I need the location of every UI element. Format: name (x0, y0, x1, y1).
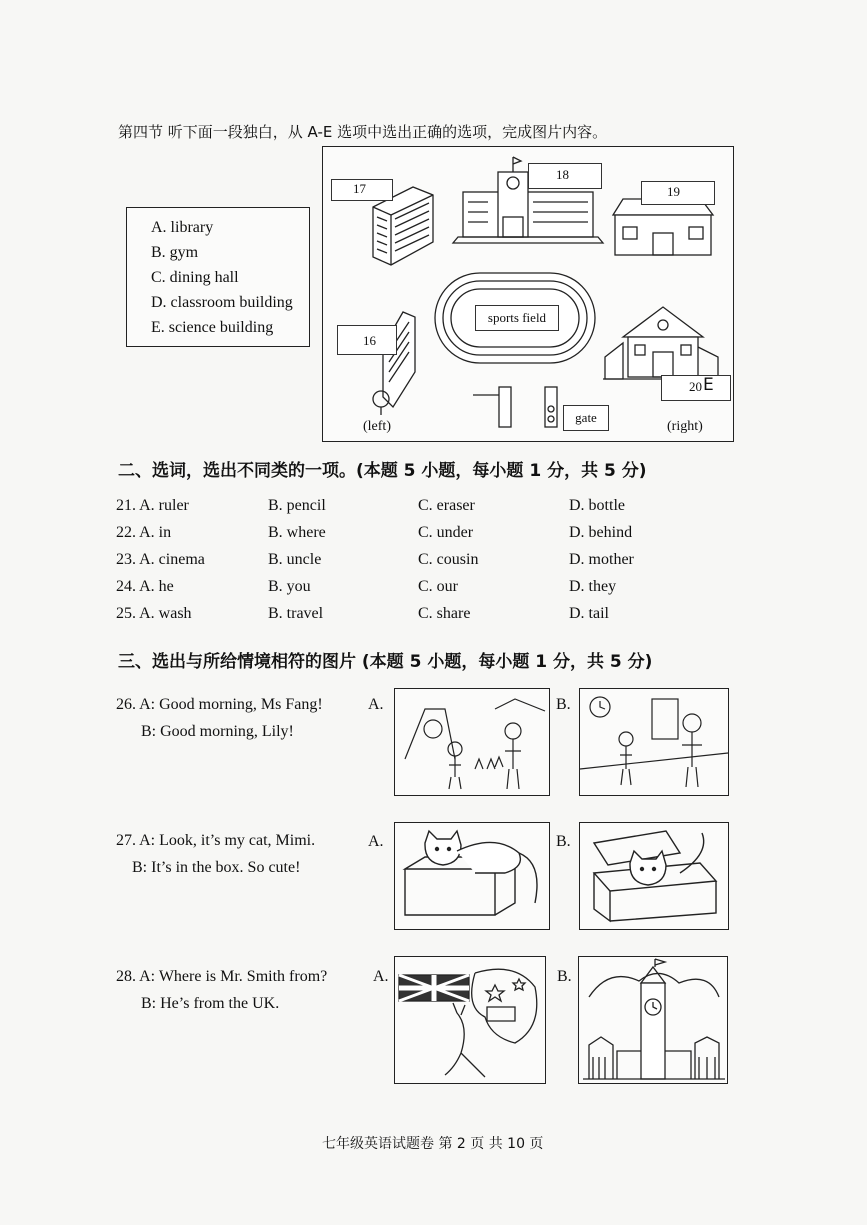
q22-d: D. behind (569, 524, 633, 541)
q28-line1: 28. A: Where is Mr. Smith from? (116, 968, 328, 985)
building-20-icon (603, 307, 721, 379)
part2-heading: 二、选词，选出不同类的一项。(本题 5 小题，每小题 1 分，共 5 分) (118, 461, 647, 481)
q22-a: 22. A. in (116, 524, 172, 541)
option-e: E. science building (151, 319, 274, 336)
blank-20: 20 (689, 379, 702, 394)
q21-a: 21. A. ruler (116, 497, 189, 514)
q28-line2: B: He’s from the UK. (141, 995, 280, 1012)
q27-picture-a[interactable] (394, 822, 550, 930)
cat-in-box-icon (580, 823, 728, 929)
q26-option-a-label: A. (368, 696, 384, 713)
blank-16: 16 (363, 333, 376, 348)
q23-c: C. cousin (418, 551, 479, 568)
q22-b: B. where (268, 524, 326, 541)
q26-line1: 26. A: Good morning, Ms Fang! (116, 696, 323, 713)
australia-scene-icon (395, 957, 545, 1083)
q27-line1: 27. A: Look, it’s my cat, Mimi. (116, 832, 316, 849)
page-footer: 七年级英语试题卷 第 2 页 共 10 页 (322, 1136, 544, 1152)
building-19-icon (613, 199, 713, 255)
campus-map (322, 146, 734, 442)
q21-b: B. pencil (268, 497, 326, 514)
left-label: (left) (363, 419, 391, 434)
q22-c: C. under (418, 524, 474, 541)
q27-line2: B: It’s in the box. So cute! (132, 859, 301, 876)
section4-instruction: 第四节 听下面一段独白，从 A-E 选项中选出正确的选项，完成图片内容。 (118, 123, 608, 141)
options-box (126, 207, 310, 347)
q26-option-b-label: B. (556, 696, 571, 713)
q28-option-b-label: B. (557, 968, 572, 985)
q21-c: C. eraser (418, 497, 475, 514)
q21-d: D. bottle (569, 497, 625, 514)
big-ben-scene-icon (579, 957, 727, 1083)
greeting-scene-b-icon (580, 689, 728, 795)
q23-b: B. uncle (268, 551, 322, 568)
q25-c: C. share (418, 605, 471, 622)
cat-on-box-icon (395, 823, 549, 929)
q26-picture-b[interactable] (579, 688, 729, 796)
q25-d: D. tail (569, 605, 609, 622)
q28-option-a-label: A. (373, 968, 389, 985)
q23-a: 23. A. cinema (116, 551, 205, 568)
q26-line2: B: Good morning, Lily! (141, 723, 294, 740)
blank-18: 18 (556, 167, 569, 182)
option-c: C. dining hall (151, 269, 239, 286)
q28-picture-b[interactable] (578, 956, 728, 1084)
gate-label: gate (563, 405, 609, 431)
blank-17: 17 (353, 181, 366, 196)
q24-a: 24. A. he (116, 578, 174, 595)
greeting-scene-a-icon (395, 689, 549, 795)
option-d: D. classroom building (151, 294, 293, 311)
q24-b: B. you (268, 578, 311, 595)
gate-icon (473, 387, 557, 427)
q27-option-a-label: A. (368, 833, 384, 850)
right-label: (right) (667, 419, 703, 434)
q27-picture-b[interactable] (579, 822, 729, 930)
q24-c: C. our (418, 578, 458, 595)
handwritten-answer: E (703, 375, 714, 395)
q26-picture-a[interactable] (394, 688, 550, 796)
part3-heading: 三、选出与所给情境相符的图片 (本题 5 小题，每小题 1 分，共 5 分) (118, 652, 653, 672)
q23-d: D. mother (569, 551, 634, 568)
option-b: B. gym (151, 244, 199, 261)
q24-d: D. they (569, 578, 617, 595)
option-a: A. library (151, 219, 214, 236)
q25-b: B. travel (268, 605, 324, 622)
q25-a: 25. A. wash (116, 605, 192, 622)
q27-option-b-label: B. (556, 833, 571, 850)
q28-picture-a[interactable] (394, 956, 546, 1084)
sports-field-label: sports field (475, 305, 559, 331)
blank-19: 19 (667, 184, 680, 199)
